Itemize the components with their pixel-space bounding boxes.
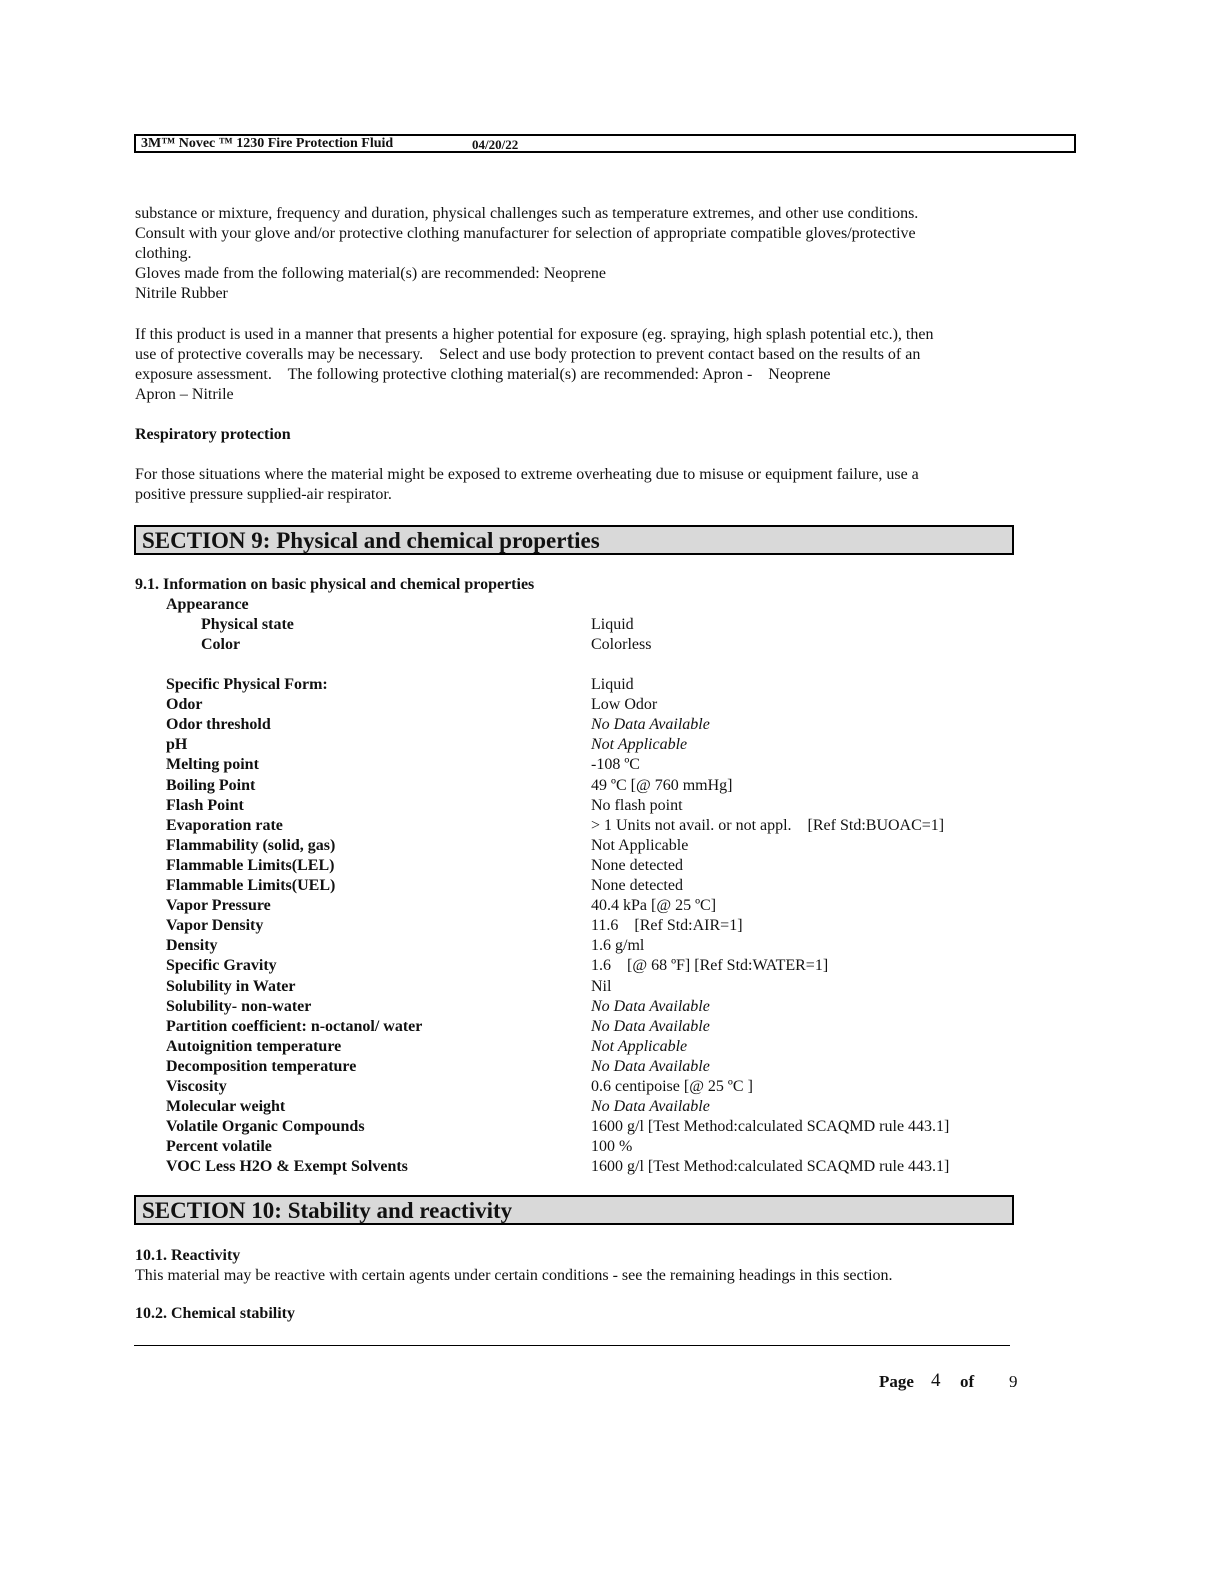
- property-value: No Data Available: [591, 1098, 710, 1116]
- page-label: Page: [879, 1372, 914, 1391]
- property-value: No Data Available: [591, 1017, 710, 1035]
- property-label: Solubility- non-water: [166, 997, 312, 1015]
- text-line: For those situations where the material might be exposed to extreme overheating due to misuse or equipment failure, use a: [135, 466, 919, 483]
- property-value: 40.4 kPa [@ 25 ºC]: [591, 897, 717, 915]
- property-value: 49 ºC [@ 760 mmHg]: [591, 776, 733, 794]
- text-line: clothing.: [135, 245, 192, 263]
- property-value: Not Applicable: [591, 1037, 688, 1055]
- property-value: None detected: [591, 877, 683, 894]
- of-label: of: [960, 1372, 975, 1391]
- body-protection-paragraph: [135, 325, 1015, 405]
- footer-divider: [134, 1345, 1010, 1346]
- property-value: 1.6 g/ml: [591, 937, 645, 955]
- property-label: Boiling Point: [166, 776, 256, 794]
- property-value: Low Odor: [591, 696, 658, 714]
- property-label: Physical state: [201, 616, 294, 633]
- respiratory-protection-heading: Respiratory protection: [135, 426, 291, 443]
- text-line: use of protective coveralls may be necessary. Select and use body protection to prevent contact based on the results of an: [135, 346, 921, 364]
- property-value: No Data Available: [591, 716, 710, 734]
- product-title: 3M™ Novec ™ 1230 Fire Protection Fluid: [141, 136, 394, 151]
- property-label: pH: [166, 736, 188, 754]
- property-value: 0.6 centipoise [@ 25 ºC ]: [591, 1078, 753, 1095]
- property-value: Liquid: [591, 676, 634, 693]
- property-label: Flammability (solid, gas): [166, 836, 336, 854]
- property-label: Specific Gravity: [166, 957, 277, 975]
- property-value: Not Applicable: [591, 736, 688, 754]
- property-label: Partition coefficient: n-octanol/ water: [166, 1017, 423, 1035]
- property-value: 11.6 [Ref Std:AIR=1]: [591, 917, 743, 935]
- property-value: -108 ºC: [591, 756, 640, 774]
- property-label: Viscosity: [166, 1078, 227, 1095]
- total-pages: 9: [1009, 1372, 1018, 1391]
- property-value: No flash point: [591, 796, 683, 814]
- property-label: Solubility in Water: [166, 977, 296, 995]
- property-label: Evaporation rate: [166, 816, 283, 834]
- text-line: substance or mixture, frequency and duration, physical challenges such as temperature extremes, and other use conditions.: [135, 205, 919, 222]
- appearance-heading: Appearance: [166, 596, 249, 613]
- property-label: Vapor Density: [166, 917, 264, 935]
- text-line: Apron – Nitrile: [135, 386, 234, 404]
- property-label: Autoignition temperature: [166, 1037, 342, 1055]
- property-label: Density: [166, 937, 218, 955]
- property-value: 1600 g/l [Test Method:calculated SCAQMD rule 443.1]: [591, 1158, 950, 1176]
- text-line: Nitrile Rubber: [135, 285, 228, 303]
- section-10-header: [134, 1195, 1014, 1225]
- property-value: 1.6 [@ 68 ºF] [Ref Std:WATER=1]: [591, 957, 829, 975]
- property-label: Flammable Limits(LEL): [166, 856, 335, 874]
- text-line: Gloves made from the following material(s) are recommended: Neoprene: [135, 265, 606, 283]
- page-number: 4: [931, 1370, 941, 1391]
- property-label: Odor threshold: [166, 716, 271, 734]
- section-10-title: SECTION 10: Stability and reactivity: [142, 1198, 513, 1223]
- property-label: Volatile Organic Compounds: [166, 1118, 365, 1136]
- section-9-title: SECTION 9: Physical and chemical properties: [142, 528, 600, 553]
- property-label: Color: [201, 636, 241, 654]
- property-value: Colorless: [591, 636, 652, 654]
- property-label: Odor: [166, 696, 203, 714]
- section-9-1-heading: 9.1. Information on basic physical and chemical properties: [135, 576, 535, 593]
- reactivity-heading: 10.1. Reactivity: [135, 1247, 241, 1264]
- document-date: 04/20/22: [472, 137, 519, 152]
- property-value: Not Applicable: [591, 836, 689, 854]
- property-label: Percent volatile: [166, 1138, 272, 1156]
- property-value: Liquid: [591, 616, 634, 633]
- section-9-header: [134, 525, 1014, 555]
- property-value: No Data Available: [591, 997, 710, 1015]
- property-label: Specific Physical Form:: [166, 676, 328, 693]
- text-line: Consult with your glove and/or protective clothing manufacturer for selection of appropriate compatible gloves/protective: [135, 225, 916, 243]
- property-value: > 1 Units not avail. or not appl. [Ref Std:BUOAC=1]: [591, 816, 945, 834]
- property-value: None detected: [591, 856, 683, 874]
- property-label: Molecular weight: [166, 1098, 286, 1116]
- property-value: 1600 g/l [Test Method:calculated SCAQMD rule 443.1]: [591, 1118, 950, 1136]
- property-value: 100 %: [591, 1138, 633, 1156]
- gloves-paragraph: [135, 204, 1015, 304]
- property-label: Melting point: [166, 756, 259, 774]
- text-line: exposure assessment. The following protective clothing material(s) are recommended: Apron - Neoprene: [135, 366, 831, 384]
- respiratory-paragraph: [135, 465, 1015, 505]
- property-label: VOC Less H2O & Exempt Solvents: [166, 1158, 408, 1176]
- property-label: Vapor Pressure: [166, 897, 271, 915]
- property-value: Nil: [591, 977, 612, 995]
- property-value: No Data Available: [591, 1057, 710, 1075]
- property-label: Flammable Limits(UEL): [166, 877, 336, 894]
- text-line: If this product is used in a manner that presents a higher potential for exposure (eg. spraying, high splash potential etc.), then: [135, 326, 934, 343]
- property-label: Flash Point: [166, 796, 244, 814]
- text-line: positive pressure supplied-air respirator.: [135, 486, 392, 504]
- reactivity-text: This material may be reactive with certain agents under certain conditions - see the remaining headings in this section.: [135, 1267, 893, 1284]
- chemical-stability-heading: 10.2. Chemical stability: [135, 1305, 295, 1322]
- property-label: Decomposition temperature: [166, 1057, 357, 1075]
